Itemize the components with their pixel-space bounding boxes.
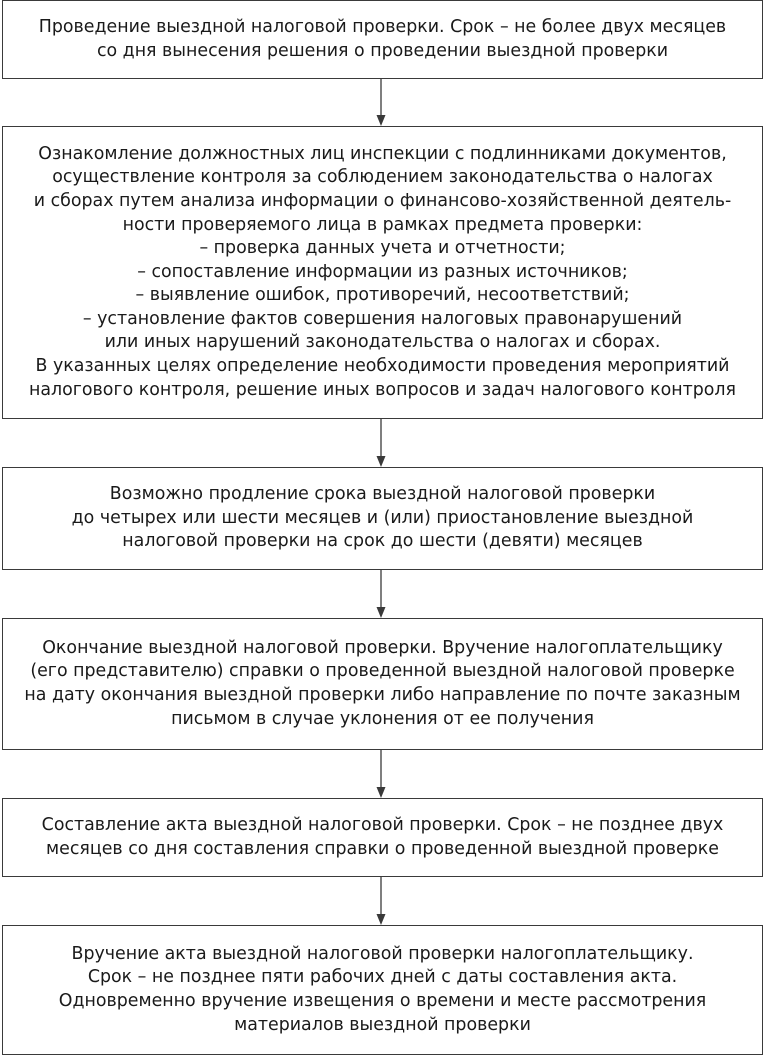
step-line: письмом в случае уклонения от ее получения — [171, 708, 594, 729]
flow-step-4 — [2, 618, 763, 750]
step-line: Составление акта выездной налоговой проверки. Срок – не позднее двух — [41, 814, 724, 835]
step-line: – проверка данных учета и отчетности; — [199, 238, 566, 259]
down-arrow-icon — [374, 419, 388, 467]
flow-step-3 — [2, 467, 763, 570]
step-line: со дня вынесения решения о проведении выездной проверки — [96, 40, 669, 61]
step-line: и сборах путем анализа информации о финансово-хозяйственной деятель- — [33, 190, 732, 211]
step-line: – установление фактов совершения налоговых правонарушений — [82, 308, 683, 329]
flow-step-6 — [2, 925, 763, 1055]
step-line: Ознакомление должностных лиц инспекции с подлинниками документов, — [38, 143, 727, 164]
step-line: (его представителю) справки о проведенной выездной налоговой проверке — [30, 661, 735, 682]
step-line: Срок – не позднее пяти рабочих дней с даты составления акта. — [87, 967, 678, 988]
step-line: В указанных целях определение необходимости проведения мероприятий — [35, 356, 730, 377]
step-line: месяцев со дня составления справки о проведенной выездной проверке — [46, 838, 719, 859]
flow-step-1 — [2, 0, 763, 79]
flow-step-5 — [2, 798, 763, 877]
step-line: или иных нарушений законодательства о налогах и сборах. — [104, 332, 661, 353]
down-arrow-icon — [374, 750, 388, 798]
step-line: – выявление ошибок, противоречий, несоответствий; — [135, 285, 630, 306]
step-line: Одновременно вручение извещения о времени и месте рассмотрения — [58, 991, 707, 1011]
step-line: налогового контроля, решение иных вопросов и задач налогового контроля — [29, 379, 736, 400]
step-line: ности проверяемого лица в рамках предмета проверки: — [122, 214, 643, 235]
flow-step-2 — [2, 126, 763, 419]
down-arrow-icon — [374, 877, 388, 925]
step-line: налоговой проверки на срок до шести (девяти) месяцев — [122, 531, 643, 552]
step-line: до четырех или шести месяцев и (или) приостановление выездной — [71, 507, 694, 528]
step-line: Вручение акта выездной налоговой проверки налогоплательщику. — [71, 943, 694, 964]
step-line: Проведение выездной налоговой проверки. Срок – не более двух месяцев — [38, 16, 727, 37]
step-line: осуществление контроля за соблюдением законодательства о налогах — [52, 167, 713, 188]
step-line: – сопоставление информации из разных источников; — [137, 261, 628, 282]
down-arrow-icon — [374, 79, 388, 126]
down-arrow-icon — [374, 570, 388, 618]
step-line: Возможно продление срока выездной налоговой проверки — [109, 484, 656, 505]
step-line: на дату окончания выездной проверки либо направление по почте заказным — [24, 685, 741, 705]
step-line: Окончание выездной налоговой проверки. Вручение налогоплательщику — [42, 637, 723, 658]
step-line: материалов выездной проверки — [234, 1014, 531, 1035]
